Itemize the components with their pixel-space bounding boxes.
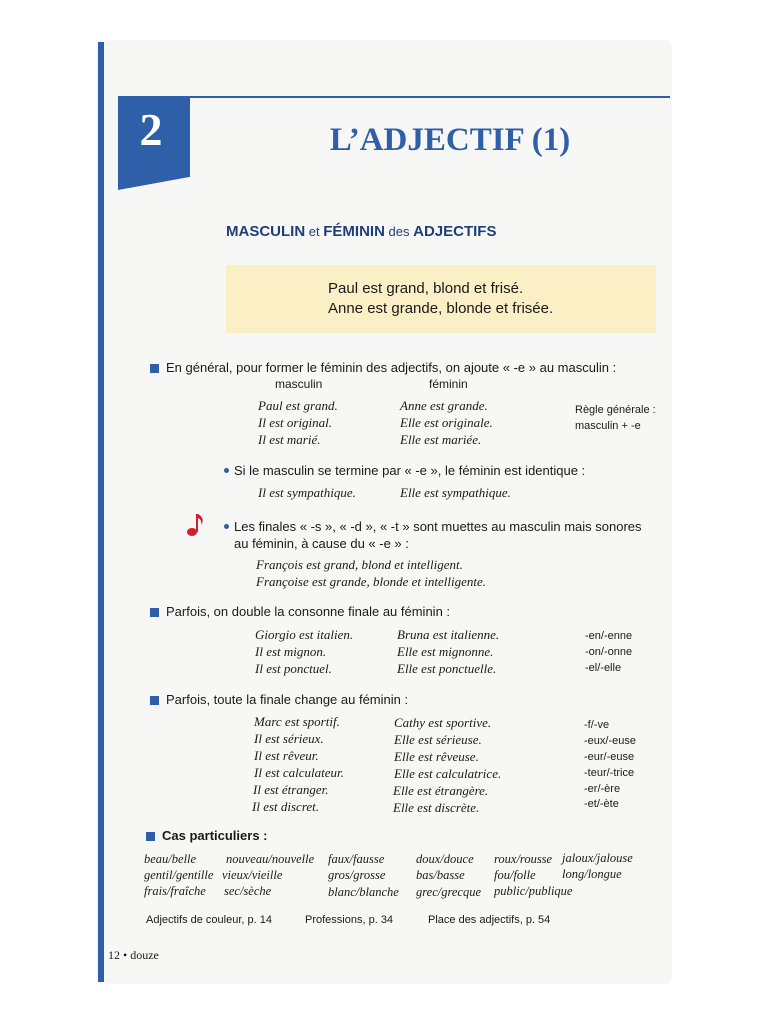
cas-item: bas/basse: [416, 868, 465, 882]
change-example-masc: Il est calculateur.: [254, 765, 344, 780]
chapter-title: L’ADJECTIF (1): [329, 122, 571, 158]
finales-example-fem: Françoise est grande, blonde et intelligente.: [256, 574, 486, 589]
finales-rule-line2: au féminin, à cause du « -e » :: [234, 536, 409, 551]
same-e-example-masc: Il est sympathique.: [258, 485, 356, 500]
sub-bullet: [224, 524, 229, 529]
change-suffix: -eur/-euse: [584, 751, 635, 763]
intro-example-2: Anne est grande, blonde et frisée.: [328, 300, 554, 317]
chapter-number: 2: [139, 104, 163, 155]
change-example-fem: Elle est rêveuse.: [394, 749, 479, 764]
cas-item: roux/rousse: [494, 852, 553, 866]
double-example-fem: Elle est ponctuelle.: [397, 661, 497, 676]
change-rule-text: Parfois, toute la finale change au féminin :: [166, 692, 409, 707]
cas-item: blanc/blanche: [328, 885, 399, 899]
change-suffix: -teur/-trice: [584, 767, 635, 779]
change-example-fem: Elle est sérieuse.: [394, 732, 482, 747]
cas-item: fou/folle: [494, 868, 536, 882]
change-example-fem: Elle est étrangère.: [393, 783, 489, 798]
change-suffix: -eux/-euse: [584, 735, 636, 747]
intro-example-box: [226, 265, 656, 333]
section-heading: MASCULIN et FÉMININ des ADJECTIFS: [226, 223, 497, 240]
cross-reference-link: Professions, p. 34: [305, 914, 394, 926]
double-suffix: -on/-onne: [585, 646, 633, 658]
general-example-fem: Elle est originale.: [400, 415, 493, 430]
sub-bullet: [224, 468, 229, 473]
cas-item: grec/grecque: [416, 885, 482, 899]
double-example-fem: Elle est mignonne.: [397, 644, 494, 659]
column-label-masculin: masculin: [275, 377, 323, 391]
cas-item: gentil/gentille: [144, 868, 214, 882]
change-example-masc: Marc est sportif.: [254, 714, 340, 729]
cas-item: public/publique: [494, 884, 573, 898]
change-example-masc: Il est discret.: [252, 799, 320, 814]
side-label-rule-title: Règle générale :: [575, 404, 656, 416]
side-label-rule: masculin + -e: [575, 420, 641, 432]
change-example-fem: Elle est calculatrice.: [394, 766, 502, 781]
change-example-fem: Elle est discrète.: [393, 800, 480, 815]
cas-item: long/longue: [562, 867, 622, 881]
page-number: 12 • douze: [108, 948, 159, 962]
cas-item: faux/fausse: [328, 852, 385, 866]
finales-rule-line1: Les finales « -s », « -d », « -t » sont muettes au masculin mais sonores: [234, 519, 642, 534]
finales-example-masc: François est grand, blond et intelligent.: [256, 557, 463, 572]
cas-item: vieux/vieille: [222, 868, 283, 882]
general-example-fem: Anne est grande.: [400, 398, 488, 413]
cas-item: beau/belle: [144, 852, 197, 866]
column-label-feminin: féminin: [429, 377, 468, 391]
double-example-fem: Bruna est italienne.: [397, 627, 500, 642]
change-example-masc: Il est sérieux.: [254, 731, 324, 746]
double-suffix: -el/-elle: [585, 662, 622, 674]
general-example-masc: Il est marié.: [258, 432, 321, 447]
music-note-icon: [186, 512, 206, 538]
general-rule-text: En général, pour former le féminin des adjectifs, on ajoute « -e » au masculin :: [166, 360, 617, 375]
page-spine-bar: [98, 42, 104, 982]
double-example-masc: Il est ponctuel.: [255, 661, 332, 676]
section-bullet: [146, 832, 155, 841]
cross-reference-link: Place des adjectifs, p. 54: [428, 914, 551, 926]
intro-example-1: Paul est grand, blond et frisé.: [328, 280, 524, 297]
cas-item: gros/grosse: [328, 868, 386, 882]
same-e-example-fem: Elle est sympathique.: [400, 485, 511, 500]
section-bullet: [150, 608, 159, 617]
change-example-fem: Cathy est sportive.: [394, 715, 492, 730]
same-e-rule-text: Si le masculin se termine par « -e », le féminin est identique :: [234, 463, 586, 478]
header-rule: [118, 96, 670, 98]
cas-item: doux/douce: [416, 852, 474, 866]
change-example-masc: Il est rêveur.: [254, 748, 319, 763]
general-example-fem: Elle est mariée.: [400, 432, 482, 447]
cas-item: jaloux/jalouse: [562, 851, 633, 865]
double-example-masc: Il est mignon.: [255, 644, 327, 659]
double-example-masc: Giorgio est italien.: [255, 627, 354, 642]
change-suffix: -et/-ète: [584, 798, 619, 810]
general-example-masc: Paul est grand.: [258, 398, 338, 413]
cas-item: sec/sèche: [224, 884, 272, 898]
general-example-masc: Il est original.: [258, 415, 333, 430]
change-example-masc: Il est étranger.: [253, 782, 329, 797]
cas-particuliers-heading: Cas particuliers :: [162, 828, 268, 843]
section-bullet: [150, 696, 159, 705]
change-suffix: -f/-ve: [584, 719, 610, 731]
cas-item: nouveau/nouvelle: [226, 852, 315, 866]
double-rule-text: Parfois, on double la consonne finale au féminin :: [166, 604, 451, 619]
change-suffix: -er/-ère: [584, 783, 621, 795]
cas-item: frais/fraîche: [144, 884, 206, 898]
section-bullet: [150, 364, 159, 373]
double-suffix: -en/-enne: [585, 630, 633, 642]
cross-reference-link: Adjectifs de couleur, p. 14: [146, 914, 272, 926]
